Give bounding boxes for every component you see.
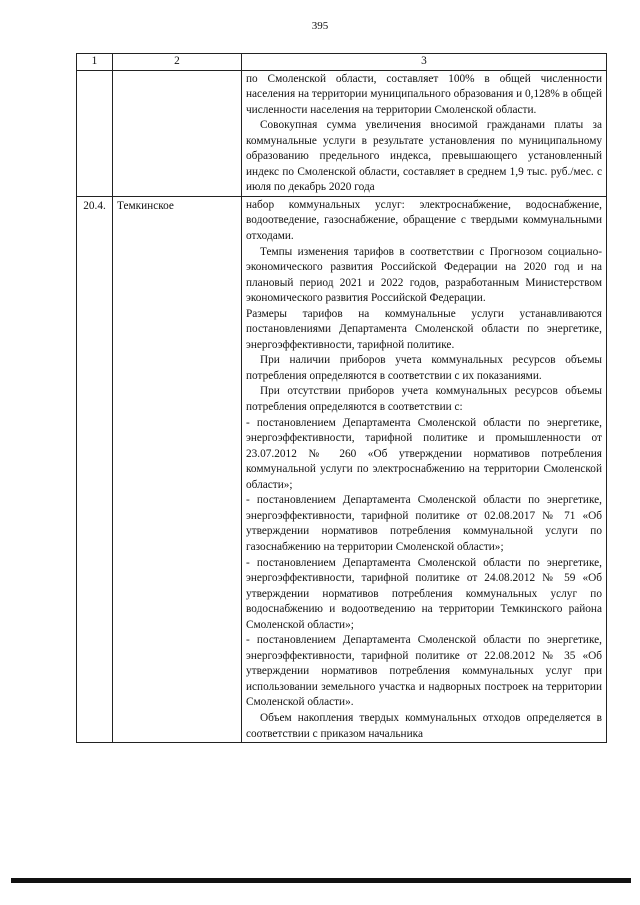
paragraph: При отсутствии приборов учета коммунальных ресурсов объемы потребления определяются в соответствии с: — [246, 385, 602, 414]
description-cell — [242, 70, 607, 196]
table-row-temkinskoe — [77, 196, 607, 742]
row-number-cell: 20.4. — [77, 196, 113, 742]
municipality-cell: Темкинское — [113, 196, 242, 742]
header-cell-3: 3 — [242, 54, 607, 71]
paragraph: Совокупная сумма увеличения вносимой гражданами платы за коммунальные услуги в результате установления по муниципальному образованию предельного индекса, превышающего установленный индекс по Смоленской области, составляет в среднем 1,9 тыс. руб./мес. с июля по декабрь 2020 года — [246, 119, 602, 194]
page-number: 395 — [311, 20, 329, 32]
paragraph: по Смоленской области, составляет 100% в общей численности населения на территории муниципального образования и 0,128% в общей численности населения на территории Смоленской области. — [246, 72, 602, 116]
document-table — [76, 53, 607, 743]
paragraph: Размеры тарифов на коммунальные услуги устанавливаются постановлениями Департамента Смоленской области по энергетике, энергоэффективности, тарифной политике. — [246, 307, 602, 351]
table-row-continuation — [77, 70, 607, 196]
table-header-row — [77, 54, 607, 71]
municipality-cell — [113, 70, 242, 196]
list-item: - постановлением Департамента Смоленской области по энергетике, энергоэффективности, тарифной политике и промышленности от 23.07.2012 № 260 «Об утверждении нормативов потребления коммунальной услуги по электроснабжению на территории Смоленской области»; — [246, 416, 602, 491]
list-item: - постановлением Департамента Смоленской области по энергетике, энергоэффективности, тарифной политике от 02.08.2017 № 71 «Об утверждении нормативов потребления коммунальной услуги по газоснабжению на территории Смоленской области»; — [246, 494, 602, 553]
list-item: - постановлением Департамента Смоленской области по энергетике, энергоэффективности, тарифной политике от 24.08.2012 № 59 «Об утверждении нормативов потребления коммунальных услуг по водоснабжению и водоотведению на территории Темкинского района Смоленской области»; — [246, 556, 602, 631]
bottom-rule — [11, 878, 631, 883]
description-cell — [242, 196, 607, 742]
header-cell-1: 1 — [77, 54, 113, 71]
list-item: - постановлением Департамента Смоленской области по энергетике, энергоэффективности, тарифной политике от 22.08.2012 № 35 «Об утверждении нормативов потребления коммунальных услуг при использовании земельного участка и надворных построек на территории Смоленской области». — [246, 634, 602, 709]
paragraph: Объем накопления твердых коммунальных отходов определяется в соответствии с приказом начальника — [246, 711, 602, 740]
paragraph: набор коммунальных услуг: электроснабжение, водоснабжение, водоотведение, газоснабжение, обращение с твердыми коммунальными отходами. — [246, 198, 602, 243]
header-cell-2: 2 — [113, 54, 242, 71]
paragraph: Темпы изменения тарифов в соответствии с Прогнозом социально-экономического развития Российской Федерации на 2020 год и на плановый период 2021 и 2022 годов, разработанным Министерством экономического развития Российской Федерации. — [246, 245, 602, 305]
paragraph: При наличии приборов учета коммунальных ресурсов объемы потребления определяются в соответствии с их показаниями. — [246, 354, 602, 382]
row-number-cell — [77, 70, 113, 196]
